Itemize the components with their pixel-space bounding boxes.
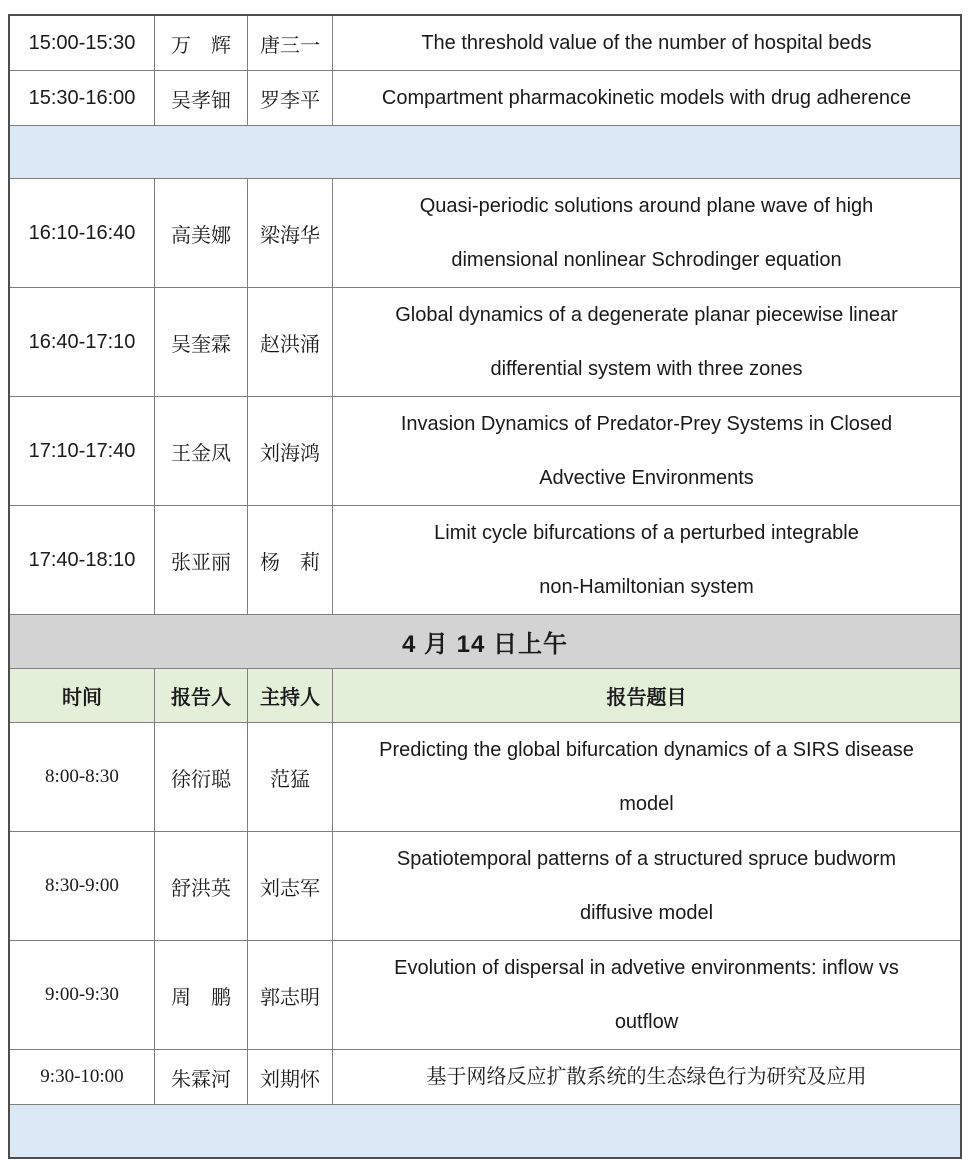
time-cell bbox=[10, 506, 154, 614]
header-title-label: 报告题目 bbox=[606, 687, 687, 709]
speaker-cell bbox=[154, 1050, 247, 1104]
chair-cell-text: 梁海华 bbox=[260, 224, 320, 247]
schedule-row bbox=[10, 287, 960, 396]
time-cell bbox=[10, 1050, 154, 1104]
time-text: 15:00-15:30 bbox=[28, 31, 136, 54]
chair-cell bbox=[247, 16, 332, 70]
chair-cell bbox=[247, 832, 332, 940]
title-line: Evolution of dispersal in advetive environments: inflow vs bbox=[394, 957, 899, 979]
time-cell bbox=[10, 179, 154, 287]
speaker-cell bbox=[154, 941, 247, 1049]
chair-cell bbox=[247, 288, 332, 396]
title-line: differential system with three zones bbox=[490, 358, 803, 380]
speaker-cell bbox=[154, 71, 247, 125]
column-header-row bbox=[10, 668, 960, 722]
title-line: non-Hamiltonian system bbox=[539, 576, 754, 598]
title-cell bbox=[332, 1050, 960, 1104]
chair-cell-text: 刘志军 bbox=[260, 877, 320, 900]
chair-cell-text: 杨 莉 bbox=[260, 551, 320, 574]
chair-cell bbox=[247, 179, 332, 287]
break-row bbox=[10, 1104, 960, 1157]
schedule-row bbox=[10, 722, 960, 831]
chair-cell-text: 刘海鸿 bbox=[260, 442, 320, 465]
header-time-label: 时间 bbox=[62, 687, 102, 709]
time-text: 9:30-10:00 bbox=[40, 1066, 124, 1087]
title-line: The threshold value of the number of hospital beds bbox=[421, 32, 872, 54]
time-cell bbox=[10, 16, 154, 70]
chair-cell bbox=[247, 941, 332, 1049]
schedule-row bbox=[10, 940, 960, 1049]
header-chair bbox=[247, 669, 332, 722]
schedule-row bbox=[10, 178, 960, 287]
time-text: 17:40-18:10 bbox=[28, 548, 136, 571]
speaker-cell-text: 徐衍聪 bbox=[171, 768, 231, 791]
time-text: 8:00-8:30 bbox=[45, 766, 119, 787]
time-text: 9:00-9:30 bbox=[45, 984, 119, 1005]
title-line: Compartment pharmacokinetic models with drug adherence bbox=[381, 87, 912, 109]
time-text: 16:10-16:40 bbox=[28, 221, 136, 244]
schedule-row bbox=[10, 505, 960, 614]
chair-cell bbox=[247, 397, 332, 505]
speaker-cell-text: 舒洪英 bbox=[171, 877, 231, 900]
time-cell bbox=[10, 397, 154, 505]
speaker-cell-text: 吴奎霖 bbox=[171, 333, 231, 356]
time-text: 16:40-17:10 bbox=[28, 330, 136, 353]
chair-cell bbox=[247, 723, 332, 831]
speaker-cell-text: 高美娜 bbox=[171, 224, 231, 247]
title-cell bbox=[332, 941, 960, 1049]
chair-cell-text: 赵洪涌 bbox=[260, 333, 320, 356]
time-text: 17:10-17:40 bbox=[28, 439, 136, 462]
chair-cell-text: 郭志明 bbox=[260, 986, 320, 1009]
chair-cell bbox=[247, 1050, 332, 1104]
chair-cell-text: 罗李平 bbox=[260, 89, 320, 112]
header-speaker-label: 报告人 bbox=[171, 687, 231, 709]
schedule-row bbox=[10, 16, 960, 70]
schedule-row bbox=[10, 396, 960, 505]
title-cell bbox=[332, 397, 960, 505]
chair-cell-text: 范猛 bbox=[270, 768, 310, 791]
title-cell bbox=[332, 16, 960, 70]
title-cell bbox=[332, 723, 960, 831]
header-title bbox=[332, 669, 960, 722]
title-cell bbox=[332, 288, 960, 396]
title-cell bbox=[332, 71, 960, 125]
title-line: Limit cycle bifurcations of a perturbed integrable bbox=[434, 522, 859, 544]
speaker-cell-text: 朱霖河 bbox=[171, 1068, 231, 1091]
break-row bbox=[10, 125, 960, 178]
schedule-row bbox=[10, 831, 960, 940]
speaker-cell-text: 周 鹏 bbox=[171, 986, 231, 1009]
title-cell bbox=[332, 506, 960, 614]
time-cell bbox=[10, 723, 154, 831]
title-line: Invasion Dynamics of Predator-Prey Systems in Closed bbox=[400, 413, 893, 435]
time-cell bbox=[10, 288, 154, 396]
title-line: Predicting the global bifurcation dynamics of a SIRS disease bbox=[379, 739, 914, 761]
date-band-label: 4 月 14 日上午 bbox=[401, 631, 569, 658]
header-chair-label: 主持人 bbox=[260, 687, 320, 709]
chair-cell bbox=[247, 71, 332, 125]
time-cell bbox=[10, 941, 154, 1049]
header-speaker bbox=[154, 669, 247, 722]
speaker-cell-text: 张亚丽 bbox=[171, 551, 231, 574]
time-text: 15:30-16:00 bbox=[28, 86, 136, 109]
title-line: diffusive model bbox=[579, 902, 714, 924]
speaker-cell bbox=[154, 506, 247, 614]
title-line: 基于网络反应扩散系统的生态绿色行为研究及应用 bbox=[426, 1066, 867, 1088]
title-line: dimensional nonlinear Schrodinger equation bbox=[451, 249, 842, 271]
title-line: Global dynamics of a degenerate planar piecewise linear bbox=[395, 304, 898, 326]
chair-cell-text: 刘期怀 bbox=[260, 1068, 320, 1091]
time-text: 8:30-9:00 bbox=[45, 875, 119, 896]
title-cell bbox=[332, 179, 960, 287]
speaker-cell bbox=[154, 723, 247, 831]
time-cell bbox=[10, 71, 154, 125]
title-line: model bbox=[619, 793, 674, 815]
title-line: outflow bbox=[614, 1011, 679, 1033]
header-time bbox=[10, 669, 154, 722]
date-band bbox=[10, 614, 960, 668]
title-line: Advective Environments bbox=[539, 467, 754, 489]
speaker-cell bbox=[154, 16, 247, 70]
conference-schedule-table bbox=[8, 14, 962, 1159]
chair-cell bbox=[247, 506, 332, 614]
speaker-cell bbox=[154, 832, 247, 940]
schedule-row bbox=[10, 1049, 960, 1104]
title-cell bbox=[332, 832, 960, 940]
title-line: Quasi-periodic solutions around plane wave of high bbox=[419, 195, 874, 217]
chair-cell-text: 唐三一 bbox=[260, 34, 320, 57]
time-cell bbox=[10, 832, 154, 940]
speaker-cell-text: 吴孝钿 bbox=[171, 89, 231, 112]
speaker-cell bbox=[154, 179, 247, 287]
speaker-cell-text: 王金凤 bbox=[171, 442, 231, 465]
schedule-row bbox=[10, 70, 960, 125]
title-line: Spatiotemporal patterns of a structured spruce budworm bbox=[396, 848, 897, 870]
speaker-cell bbox=[154, 397, 247, 505]
speaker-cell bbox=[154, 288, 247, 396]
speaker-cell-text: 万 辉 bbox=[171, 34, 231, 57]
